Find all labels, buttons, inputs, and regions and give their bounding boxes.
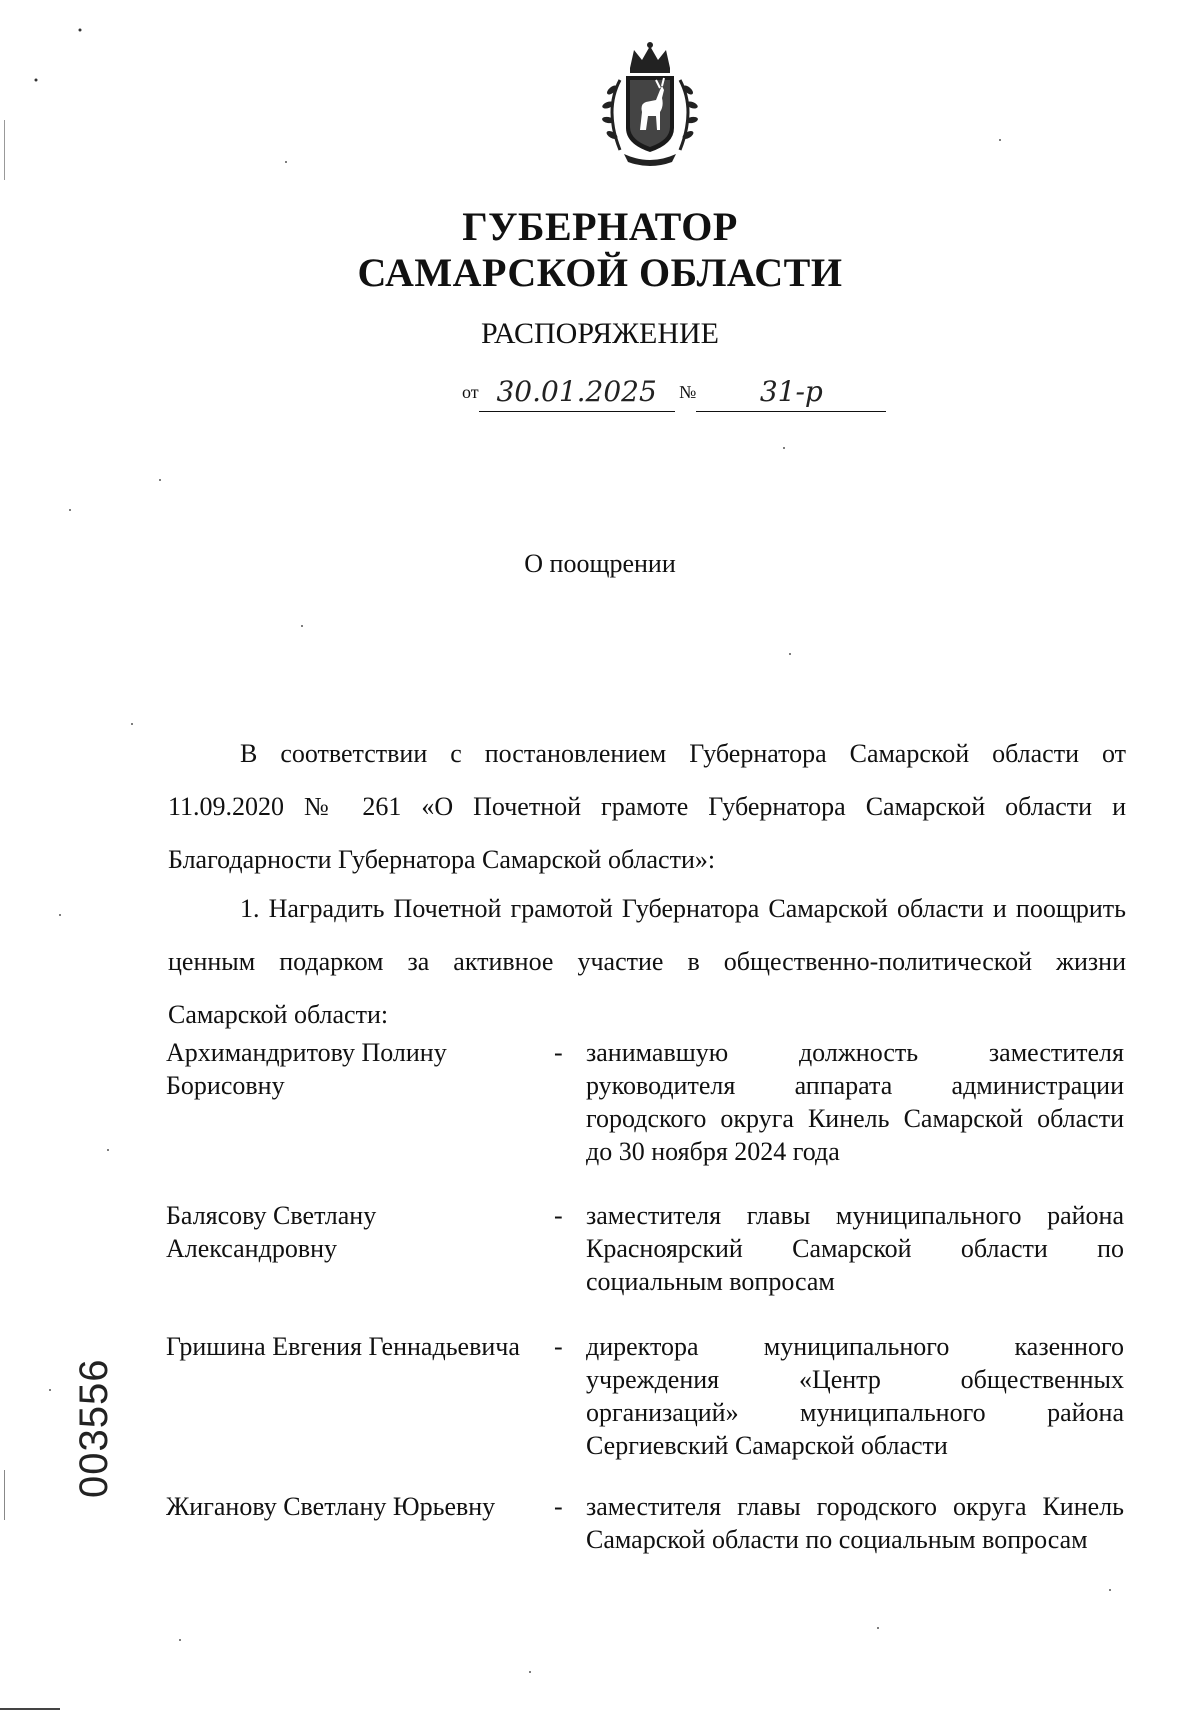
awardee-position: директора муниципального казенного учреждения «Центр общественных организаций» муниципального района Сергиевский Самарской области: [586, 1332, 1124, 1460]
awardee-position: заместителя главы муниципального района Красноярский Самарской области по социальным вопросам: [586, 1201, 1124, 1296]
number-prefix: №: [679, 382, 697, 402]
awardee-name: Архимандритову Полину Борисовну: [166, 1038, 447, 1100]
dash: -: [554, 1332, 563, 1361]
dash: -: [554, 1201, 563, 1230]
document-subject: О поощрении: [524, 549, 676, 578]
document-number: 31-р: [696, 373, 886, 412]
document-date: 30.01.2025: [479, 373, 675, 412]
preamble-paragraph: В соответствии с постановлением Губернатора Самарской области от 11.09.2020 № 261 «О Почетной грамоте Губернатора Самарской области и Благодарности Губернатора Самарской области»:: [168, 739, 1126, 874]
org-title-line1: ГУБЕРНАТОР: [462, 204, 738, 249]
samara-coat-of-arms-icon: [590, 40, 710, 170]
margin-serial-number: 003556: [72, 1358, 116, 1498]
awardee-name: Балясову Светлану Александровну: [166, 1201, 377, 1263]
awardee-position: заместителя главы городского округа Кинель Самарской области по социальным вопросам: [586, 1492, 1124, 1554]
date-number-line: [462, 372, 886, 412]
dash: -: [554, 1038, 563, 1067]
org-title-line2: САМАРСКОЙ ОБЛАСТИ: [357, 250, 843, 295]
awardee-name: Гришина Евгения Геннадьевича: [166, 1332, 520, 1361]
award-paragraph: 1. Наградить Почетной грамотой Губернатора Самарской области и поощрить ценным подарком за активное участие в общественно-политической жизни Самарской области:: [168, 894, 1126, 1029]
awardee-position: занимавшую должность заместителя руководителя аппарата администрации городского округа Кинель Самарской области до 30 ноября 2024 года: [586, 1038, 1124, 1166]
document-type: РАСПОРЯЖЕНИЕ: [480, 317, 720, 350]
date-prefix: от: [462, 382, 479, 402]
awardee-name: Жиганову Светлану Юрьевну: [166, 1492, 496, 1521]
dash: -: [554, 1492, 563, 1521]
